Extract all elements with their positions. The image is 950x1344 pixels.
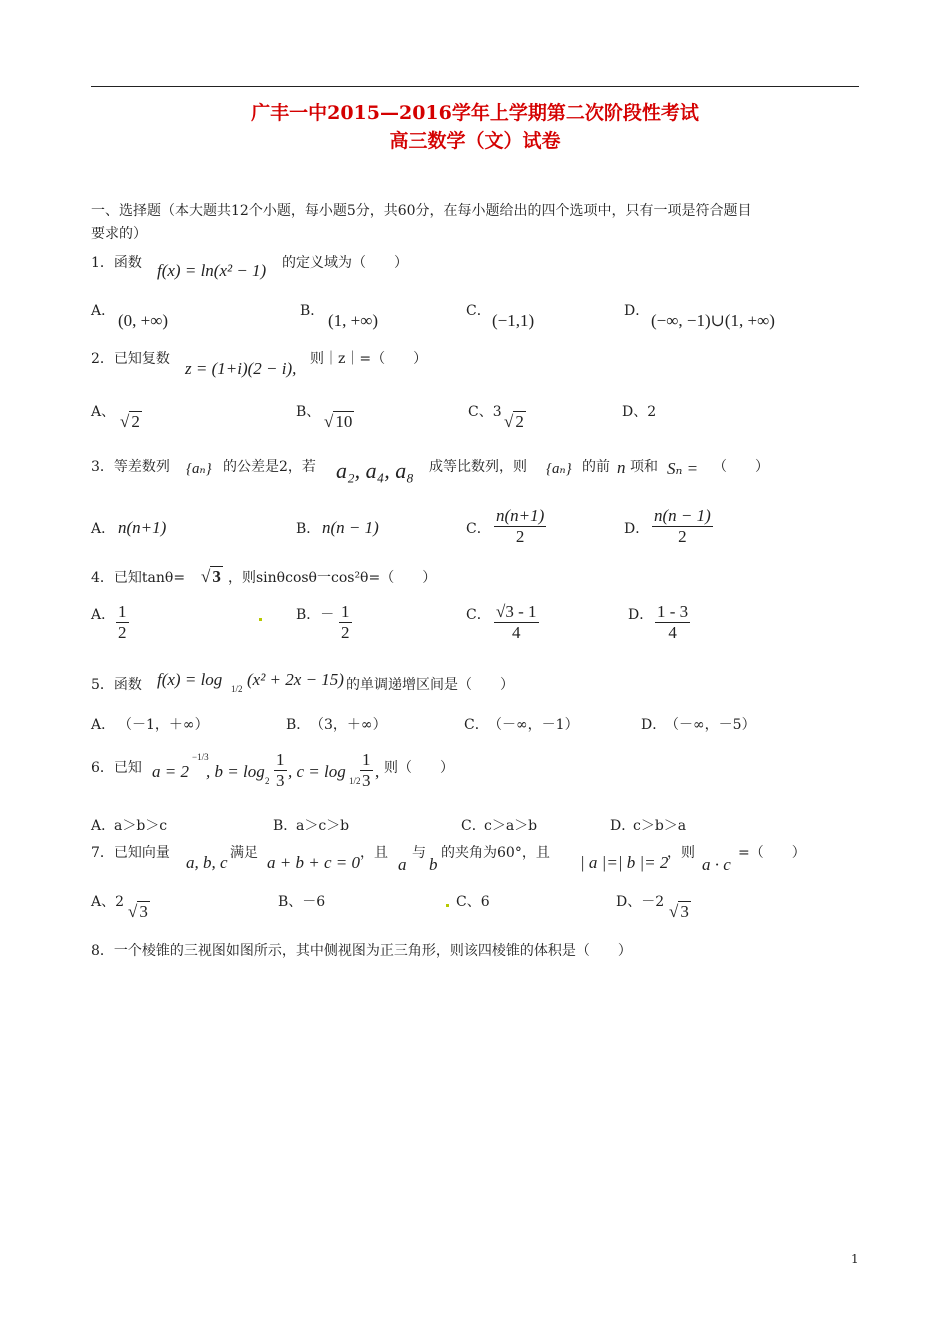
q3-option-d-denominator: 2 xyxy=(678,527,687,546)
q6-option-c-value: c＞a＞b xyxy=(484,818,538,834)
q4-option-d-numerator-text: 1 - 3 xyxy=(657,602,689,621)
q5-prefix: 5．函数 xyxy=(91,677,142,693)
q4-text-b: ，则sinθcosθ一cos²θ=（ ） xyxy=(228,570,437,586)
q4-option-d-denominator: 4 xyxy=(668,623,677,642)
q3-sn: Sₙ = xyxy=(667,459,699,478)
q7-option-d-sqrt: √ 3 xyxy=(669,902,689,921)
q6-fraction-c xyxy=(360,750,373,791)
q6-fraction-c-num: 1 xyxy=(362,750,371,769)
q7-vector-b: b xyxy=(429,855,438,874)
q5-option-d-value: （－∞，－5） xyxy=(665,717,756,733)
q3-prefix: 3．等差数列 xyxy=(91,459,170,475)
question-8: 8．一个棱锥的三视图如图所示，其中侧视图为正三角形，则该四棱锥的体积是（ ） xyxy=(91,943,632,959)
q3-option-c-fraction xyxy=(494,506,546,547)
q3-n: n xyxy=(617,458,626,477)
q7-option-a-sqrt: √ 3 xyxy=(128,902,148,921)
q2-option-c-label: C、3 xyxy=(468,404,502,420)
q3-option-d-numerator: n(n − 1) xyxy=(654,506,711,525)
q7-mid1: 满足 xyxy=(230,845,258,861)
q4-option-c-numerator-text: 3 - 1 xyxy=(505,602,537,621)
q1-option-d-value: (−∞, −1)∪(1, +∞) xyxy=(651,311,775,330)
q2-option-c-sqrt: √ 2 xyxy=(504,412,524,431)
exam-title: 广丰一中2015—2016学年上学期第二次阶段性考试 xyxy=(251,102,699,124)
q4-option-b-numerator: 1 xyxy=(341,602,350,621)
q2-suffix: 则｜z｜=（ ） xyxy=(310,351,428,367)
q5-option-b-value: （3，＋∞） xyxy=(310,717,387,733)
q1-suffix: 的定义域为（ ） xyxy=(282,255,408,271)
q4-option-c-denominator: 4 xyxy=(512,623,521,642)
q5-argument: (x² + 2x − 15) xyxy=(247,670,344,689)
q6-option-d-label: D． xyxy=(610,818,636,834)
section-intro-cont: 要求的） xyxy=(91,226,147,242)
q5-option-c-value: （－∞，－1） xyxy=(488,717,579,733)
q2-option-a-sqrt: √ 2 xyxy=(120,412,140,431)
q3-mid4: 项和 xyxy=(630,459,658,475)
q4-option-a-denominator: 2 xyxy=(118,623,127,642)
q6-expr-b: , b = log xyxy=(206,762,265,781)
q6-comma: , xyxy=(375,762,380,781)
q2-option-b-sqrt: √ 10 xyxy=(324,412,353,431)
q4-text-a: 4．已知tanθ= xyxy=(91,570,186,586)
q3-mid2: 成等比数列，则 xyxy=(429,459,527,475)
q7-option-d-radicand: 3 xyxy=(680,902,689,921)
q2-option-d-label: D、2 xyxy=(622,404,657,420)
q7-prefix: 7．已知向量 xyxy=(91,845,170,861)
q6-fraction-b xyxy=(274,750,287,791)
q4-option-a-numerator: 1 xyxy=(118,602,127,621)
header-rule xyxy=(91,86,859,87)
q4-sqrt: √ 3 xyxy=(201,567,221,586)
q4-option-d-numerator xyxy=(655,602,690,623)
q4-option-d-label: D． xyxy=(628,607,654,623)
q6-fraction-c-den: 3 xyxy=(362,771,371,790)
q4-option-b-label: B．－ xyxy=(296,607,335,623)
q7-dot-product: a · c xyxy=(702,855,731,874)
q6-base-b: 2 xyxy=(265,776,270,786)
q6-fraction-b-den: 3 xyxy=(276,771,285,790)
q7-option-a-label: A、2 xyxy=(91,894,125,910)
q3-option-c-denominator: 2 xyxy=(515,527,525,546)
q5-expression: f(x) = log xyxy=(157,670,223,689)
q4-option-b-fraction xyxy=(339,602,352,643)
q5-log-base: 1/2 xyxy=(231,684,243,694)
q4-radicand: 3 xyxy=(212,567,221,586)
q3-option-a-value: n(n+1) xyxy=(118,518,167,537)
q4-option-a-label: A． xyxy=(91,607,116,623)
q7-norms: | a |=| b |= 2 xyxy=(580,853,669,872)
q6-expr-c: , c = log xyxy=(288,762,346,781)
q5-suffix: 的单调递增区间是（ ） xyxy=(346,677,514,693)
q5-option-b-label: B． xyxy=(286,717,311,733)
q3-option-c-numerator: n(n+1) xyxy=(496,506,545,525)
q3-mid3: 的前 xyxy=(582,459,610,475)
q7-option-c-label: C、6 xyxy=(456,894,490,910)
q6-prefix: 6．已知 xyxy=(91,760,142,776)
section-intro: 一、选择题（本大题共12个小题，每小题5分，共60分，在每小题给出的四个选项中，只有一项是符合题目 xyxy=(91,203,752,219)
q1-option-b-label: B． xyxy=(300,303,325,319)
q4-option-a-fraction xyxy=(116,602,129,643)
q6-option-c-label: C． xyxy=(461,818,486,834)
q3-option-b-label: B． xyxy=(296,521,321,537)
q3-suffix: （ ） xyxy=(713,459,769,475)
q1-option-c-value: (−1,1) xyxy=(492,311,535,330)
q5-option-d-label: D． xyxy=(641,717,667,733)
q6-fraction-b-num: 1 xyxy=(276,750,285,769)
q4-option-c-label: C． xyxy=(466,607,491,623)
q7-mid3: 与 xyxy=(412,845,426,861)
q1-option-a-value: (0, +∞) xyxy=(118,311,169,330)
exam-subtitle: 高三数学（文）试卷 xyxy=(389,130,561,152)
q5-option-a-label: A． xyxy=(91,717,116,733)
q2-option-a-label: A、 xyxy=(91,404,116,420)
q1-option-c-label: C． xyxy=(466,303,491,319)
q3-option-b-value: n(n − 1) xyxy=(322,518,379,537)
stray-dot-2 xyxy=(446,904,449,907)
q2-expression: z = (1+i)(2 − i), xyxy=(185,359,297,378)
q7-option-d-label: D、－2 xyxy=(616,894,665,910)
q2-prefix: 2．已知复数 xyxy=(91,351,170,367)
q4-option-b-denominator: 2 xyxy=(341,623,350,642)
q7-mid5: ，则 xyxy=(667,845,695,861)
q1-expression: f(x) = ln(x² − 1) xyxy=(157,261,267,280)
q3-mid1: 的公差是2，若 xyxy=(223,459,316,475)
q6-expr-a: a = 2 xyxy=(152,762,189,781)
q7-equation: a + b + c = 0 xyxy=(267,853,360,872)
q3-sequence: {aₙ} xyxy=(186,461,212,477)
q3-option-c-label: C． xyxy=(466,521,491,537)
q3-terms: a₂, a₄, a₈ xyxy=(336,458,414,483)
q6-option-a-value: a＞b＞c xyxy=(114,818,168,834)
q1-option-b-value: (1, +∞) xyxy=(328,311,379,330)
page-number: 1 xyxy=(851,1252,859,1266)
q3-sequence-repeat: {aₙ} xyxy=(546,461,572,477)
q2-option-c-radicand: 2 xyxy=(515,412,524,431)
q1-option-d-label: D． xyxy=(624,303,650,319)
q6-option-b-value: a＞c＞b xyxy=(296,818,350,834)
q5-option-a-value: （－1，＋∞） xyxy=(118,717,209,733)
q3-option-d-fraction xyxy=(652,506,713,547)
q7-vectors: a, b, c xyxy=(186,853,228,872)
q5-option-c-label: C． xyxy=(464,717,489,733)
q6-exponent-a: −1/3 xyxy=(192,752,209,762)
q7-suffix: =（ ） xyxy=(738,845,806,861)
q7-vector-a: a xyxy=(398,855,407,874)
q4-option-c-numerator: √3 - 1 xyxy=(496,602,537,621)
q4-option-c-fraction xyxy=(494,602,539,643)
q3-option-d-label: D． xyxy=(624,521,650,537)
q6-option-b-label: B． xyxy=(273,818,298,834)
q6-option-a-label: A． xyxy=(91,818,116,834)
q7-mid4: 的夹角为60°，且 xyxy=(441,845,550,861)
q4-option-d-fraction xyxy=(655,602,690,643)
q3-option-a-label: A． xyxy=(91,521,116,537)
q7-option-a-radicand: 3 xyxy=(139,902,148,921)
q1-prefix: 1．函数 xyxy=(91,255,142,271)
q7-option-b-label: B、－6 xyxy=(278,894,326,910)
stray-dot xyxy=(259,618,262,621)
q7-mid2: ，且 xyxy=(360,845,388,861)
q6-suffix: 则（ ） xyxy=(384,760,454,776)
q6-option-d-value: c＞b＞a xyxy=(633,818,687,834)
q1-option-a-label: A． xyxy=(91,303,116,319)
q2-option-a-radicand: 2 xyxy=(131,412,140,431)
q2-option-b-radicand: 10 xyxy=(335,412,353,431)
q2-option-b-label: B、 xyxy=(296,404,321,420)
q6-base-c: 1/2 xyxy=(349,776,361,786)
